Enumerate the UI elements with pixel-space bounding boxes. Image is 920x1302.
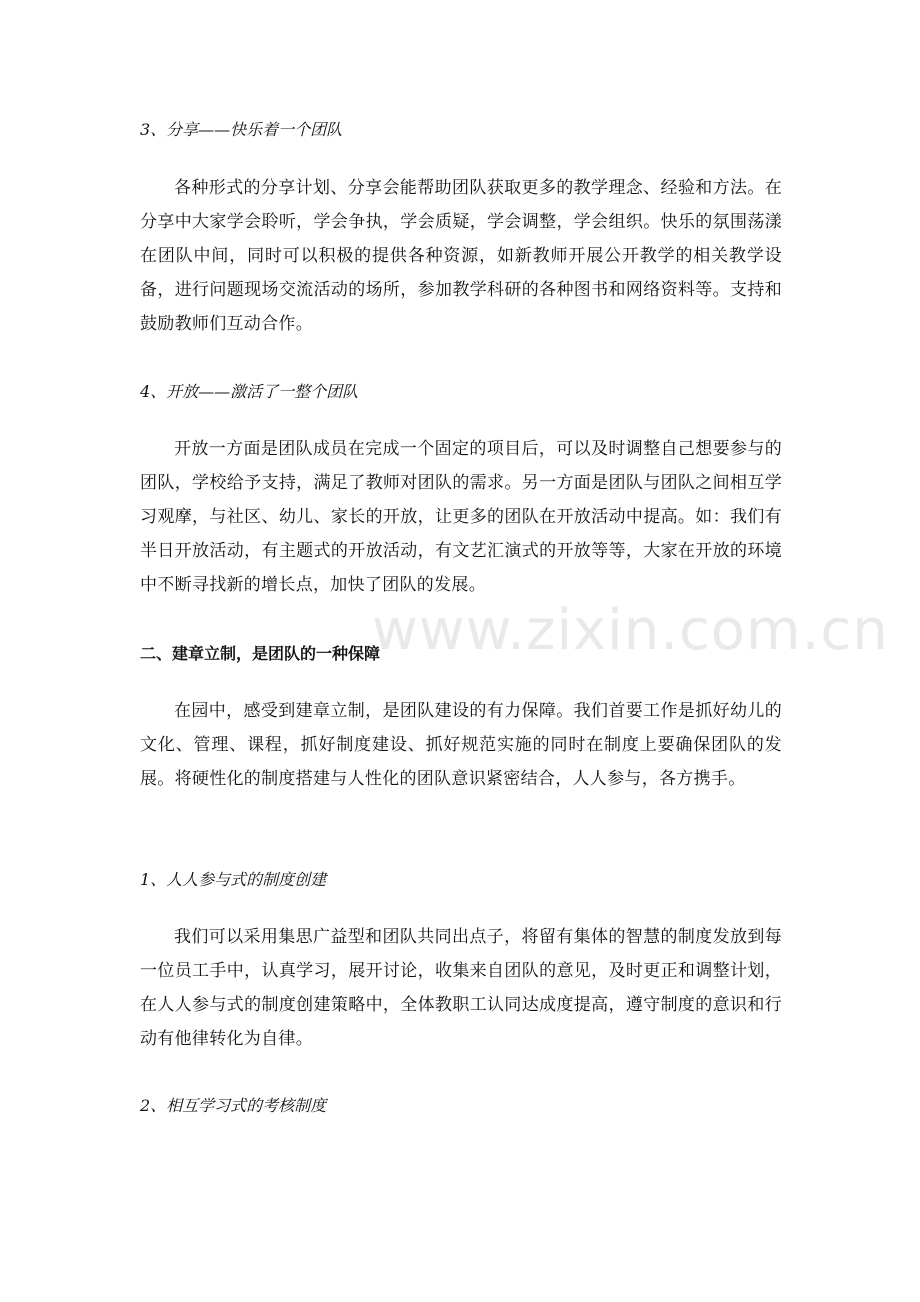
subheading-sharing: 3、分享——快乐着一个团队: [140, 120, 343, 139]
watermark: www.zixin.com.cn: [372, 598, 889, 663]
subheading-assessment: 2、相互学习式的考核制度: [140, 1096, 327, 1115]
paragraph-rules: 在园中，感受到建章立制，是团队建设的有力保障。我们首要工作是抓好幼儿的文化、管理、课程，抓好制度建设、抓好规范实施的同时在制度上要确保团队的发展。将硬性化的制度搭建与人性化的团队意识紧密结合，人人参与，各方携手。: [140, 701, 782, 789]
paragraph-sharing: 各种形式的分享计划、分享会能帮助团队获取更多的教学理念、经验和方法。在分享中大家学会聆听，学会争执，学会质疑，学会调整，学会组织。快乐的氛围荡漾在团队中间，同时可以积极的提供各种资源，如新教师开展公开教学的相关教学设备，进行问题现场交流活动的场所，参加教学科研的各种图书和网络资料等。支持和鼓励教师们互动合作。: [140, 178, 782, 334]
section-heading-rules: 二、建章立制，是团队的一种保障: [140, 644, 381, 663]
paragraph-participation: 我们可以采用集思广益型和团队共同出点子，将留有集体的智慧的制度发放到每一位员工手中，认真学习，展开讨论，收集来自团队的意见，及时更正和调整计划，在人人参与式的制度创建策略中，全体教职工认同达成度提高，遵守制度的意识和行动有他律转化为自律。: [140, 927, 782, 1049]
paragraph-openness: 开放一方面是团队成员在完成一个固定的项目后，可以及时调整自己想要参与的团队，学校给予支持，满足了教师对团队的需求。另一方面是团队与团队之间相互学习观摩，与社区、幼儿、家长的开放，让更多的团队在开放活动中提高。如：我们有半日开放活动，有主题式的开放活动，有文艺汇演式的开放等等，大家在开放的环境中不断寻找新的增长点，加快了团队的发展。: [140, 439, 782, 595]
subheading-openness: 4、开放——激活了一整个团队: [140, 382, 359, 401]
subheading-participation: 1、人人参与式的制度创建: [140, 870, 327, 889]
